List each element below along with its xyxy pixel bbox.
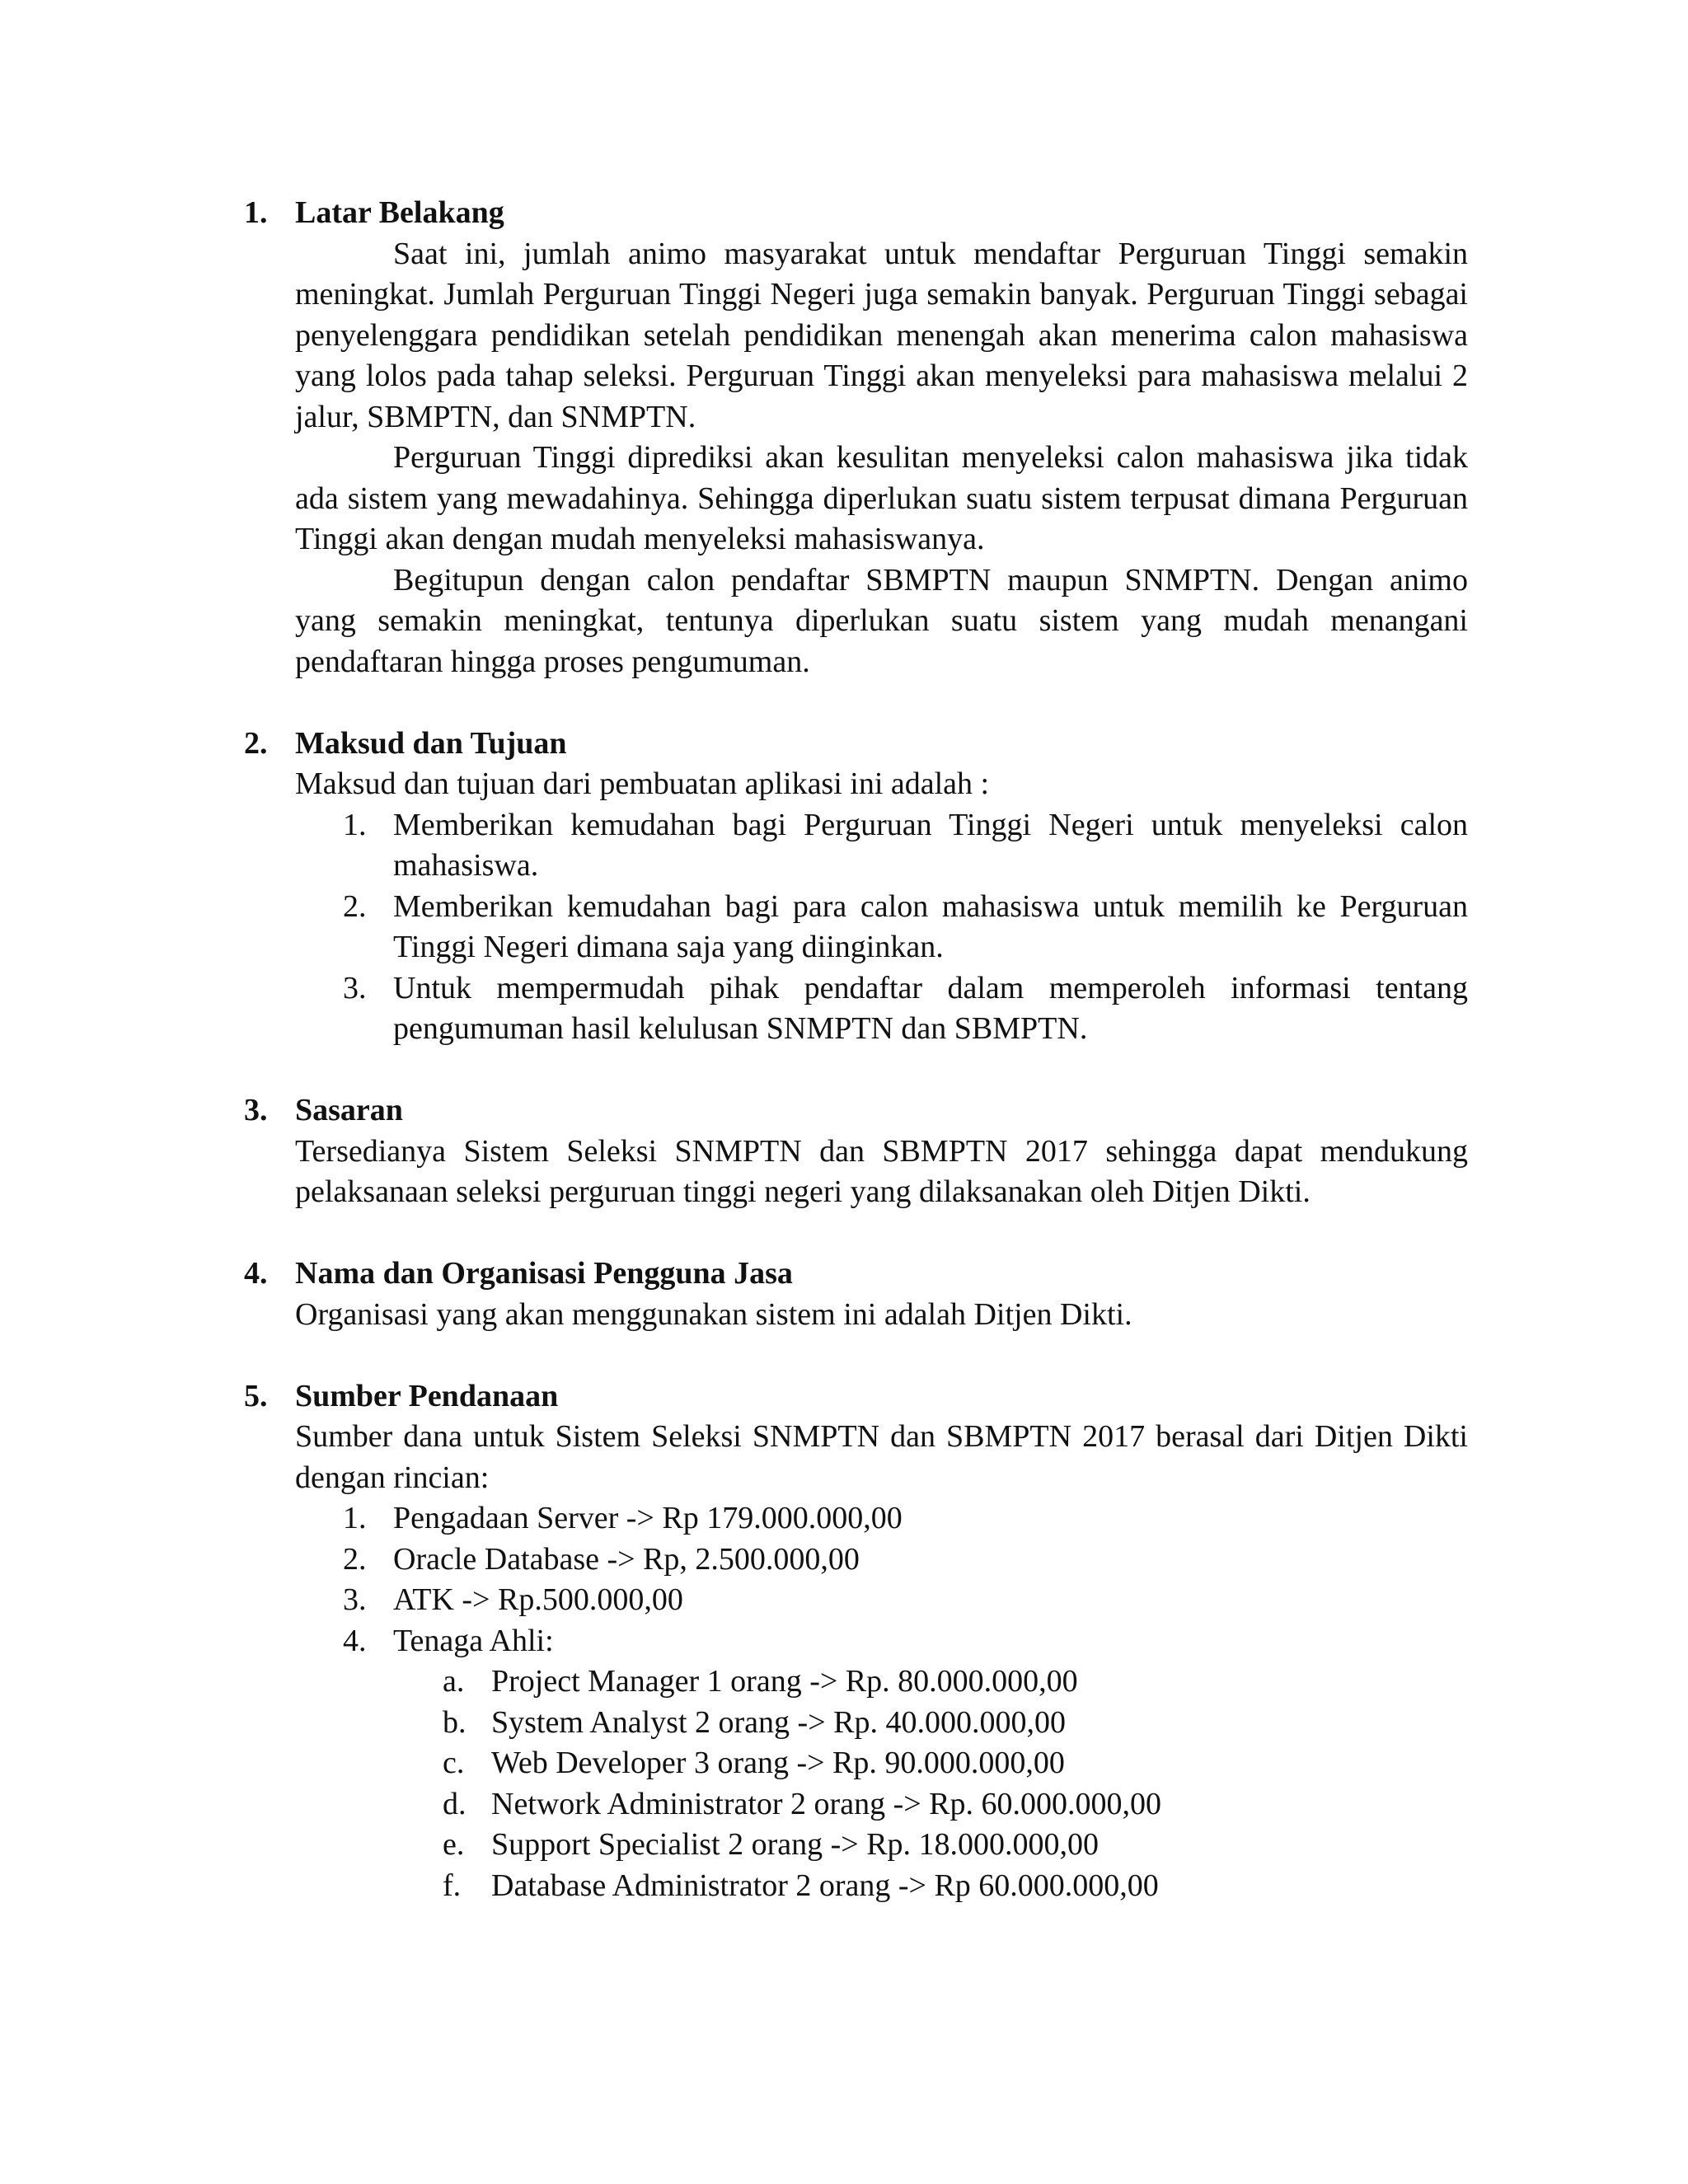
sub-list-item bbox=[443, 1866, 1468, 1907]
list-item-text: Memberikan kemudahan bagi para calon mahasiswa untuk memilih ke Perguruan Tinggi Negeri dimana saja yang diinginkan. bbox=[393, 888, 1468, 964]
numbered-list bbox=[343, 1498, 1468, 1906]
list-item-text: Untuk mempermudah pihak pendaftar dalam memperoleh informasi tentang pengumuman hasil kelulusan SNMPTN dan SBMPTN. bbox=[393, 970, 1468, 1046]
list-item bbox=[343, 1621, 1468, 1907]
list-marker: f. bbox=[443, 1868, 462, 1903]
sub-list-item bbox=[443, 1703, 1468, 1744]
list-marker: 2. bbox=[343, 888, 367, 924]
section-latar-belakang bbox=[244, 193, 1468, 682]
list-item bbox=[343, 805, 1468, 887]
list-item bbox=[343, 1498, 1468, 1540]
list-item-text: Web Developer 3 orang -> Rp. 90.000.000,00 bbox=[491, 1746, 1065, 1780]
sub-list-item bbox=[443, 1743, 1468, 1784]
sub-list-item bbox=[443, 1784, 1468, 1825]
list-marker: 4. bbox=[343, 1623, 367, 1658]
section-sumber-pendanaan bbox=[244, 1376, 1468, 1907]
section-maksud-dan-tujuan bbox=[244, 724, 1468, 1050]
list-marker: 2. bbox=[343, 1541, 367, 1577]
list-item-text: ATK -> Rp.500.000,00 bbox=[393, 1582, 683, 1617]
sub-list-item bbox=[443, 1661, 1468, 1703]
section-text: Organisasi yang akan menggunakan sistem ini adalah Ditjen Dikti. bbox=[295, 1296, 1132, 1332]
list-marker: c. bbox=[443, 1746, 465, 1780]
section-sasaran bbox=[244, 1090, 1468, 1213]
section-heading bbox=[244, 724, 1468, 765]
list-marker: 1. bbox=[343, 807, 367, 842]
section-body bbox=[295, 1295, 1468, 1336]
list-marker: d. bbox=[443, 1786, 467, 1821]
section-title: Nama dan Organisasi Pengguna Jasa bbox=[295, 1256, 793, 1291]
section-title: Sumber Pendanaan bbox=[295, 1378, 559, 1413]
paragraph: Saat ini, jumlah animo masyarakat untuk mendaftar Perguruan Tinggi semakin meningkat. Jumlah Perguruan Tinggi Negeri juga semakin banyak. Perguruan Tinggi sebagai penyelenggara pendidikan setelah pendidikan menengah akan menerima calon mahasiswa yang lolos pada tahap seleksi. Perguruan Tinggi akan menyeleksi para mahasiswa melalui 2 jalur, SBMPTN, dan SNMPTN. bbox=[295, 236, 1468, 434]
section-heading bbox=[244, 1254, 1468, 1295]
section-text: Tersedianya Sistem Seleksi SNMPTN dan SBMPTN 2017 sehingga dapat mendukung pelaksanaan seleksi perguruan tinggi negeri yang dilaksanakan oleh Ditjen Dikti. bbox=[295, 1133, 1468, 1209]
list-marker: a. bbox=[443, 1664, 465, 1699]
section-intro: Maksud dan tujuan dari pembuatan aplikasi ini adalah : bbox=[295, 766, 990, 801]
section-nama-dan-organisasi bbox=[244, 1254, 1468, 1335]
list-item-text: Tenaga Ahli: bbox=[393, 1623, 554, 1658]
list-item-text: Support Specialist 2 orang -> Rp. 18.000.000,00 bbox=[491, 1827, 1100, 1862]
lettered-list bbox=[443, 1661, 1468, 1906]
list-item-text: Oracle Database -> Rp, 2.500.000,00 bbox=[393, 1541, 860, 1577]
list-item bbox=[343, 968, 1468, 1050]
list-item-text: Pengadaan Server -> Rp 179.000.000,00 bbox=[393, 1501, 903, 1535]
list-item bbox=[343, 887, 1468, 968]
paragraph: Perguruan Tinggi diprediksi akan kesulitan menyeleksi calon mahasiswa jika tidak ada sistem yang mewadahinya. Sehingga diperlukan suatu sistem terpusat dimana Perguruan Tinggi akan dengan mudah menyeleksi mahasiswanya. bbox=[295, 440, 1468, 556]
section-heading bbox=[244, 193, 1468, 234]
section-body bbox=[295, 234, 1468, 683]
section-body bbox=[295, 1132, 1468, 1213]
section-title: Sasaran bbox=[295, 1093, 403, 1127]
section-number: 3. bbox=[244, 1093, 268, 1127]
list-item bbox=[343, 1540, 1468, 1581]
section-number: 2. bbox=[244, 725, 268, 761]
section-number: 4. bbox=[244, 1256, 268, 1291]
list-item-text: Memberikan kemudahan bagi Perguruan Tinggi Negeri untuk menyeleksi calon mahasiswa. bbox=[393, 807, 1468, 883]
section-body bbox=[295, 1417, 1468, 1906]
section-title: Maksud dan Tujuan bbox=[295, 725, 567, 761]
list-item bbox=[343, 1580, 1468, 1621]
section-number: 5. bbox=[244, 1378, 268, 1413]
list-item-text: Network Administrator 2 orang -> Rp. 60.000.000,00 bbox=[491, 1786, 1162, 1821]
section-number: 1. bbox=[244, 195, 268, 230]
list-marker: b. bbox=[443, 1704, 467, 1740]
document-content bbox=[244, 193, 1468, 1947]
section-intro: Sumber dana untuk Sistem Seleksi SNMPTN dan SBMPTN 2017 berasal dari Ditjen Dikti dengan rincian: bbox=[295, 1419, 1468, 1495]
list-marker: e. bbox=[443, 1827, 465, 1862]
section-heading bbox=[244, 1090, 1468, 1132]
section-title: Latar Belakang bbox=[295, 195, 504, 230]
sub-list-item bbox=[443, 1825, 1468, 1866]
paragraph: Begitupun dengan calon pendaftar SBMPTN maupun SNMPTN. Dengan animo yang semakin meningkat, tentunya diperlukan suatu sistem yang mudah menangani pendaftaran hingga proses pengumuman. bbox=[295, 562, 1468, 679]
list-marker: 3. bbox=[343, 970, 367, 1005]
list-marker: 3. bbox=[343, 1582, 367, 1617]
list-item-text: System Analyst 2 orang -> Rp. 40.000.000,00 bbox=[491, 1704, 1066, 1740]
list-marker: 1. bbox=[343, 1501, 367, 1535]
list-item-text: Project Manager 1 orang -> Rp. 80.000.000,00 bbox=[491, 1664, 1078, 1699]
numbered-list bbox=[343, 805, 1468, 1050]
section-body bbox=[295, 764, 1468, 1050]
list-item-text: Database Administrator 2 orang -> Rp 60.000.000,00 bbox=[491, 1868, 1159, 1903]
section-heading bbox=[244, 1376, 1468, 1418]
